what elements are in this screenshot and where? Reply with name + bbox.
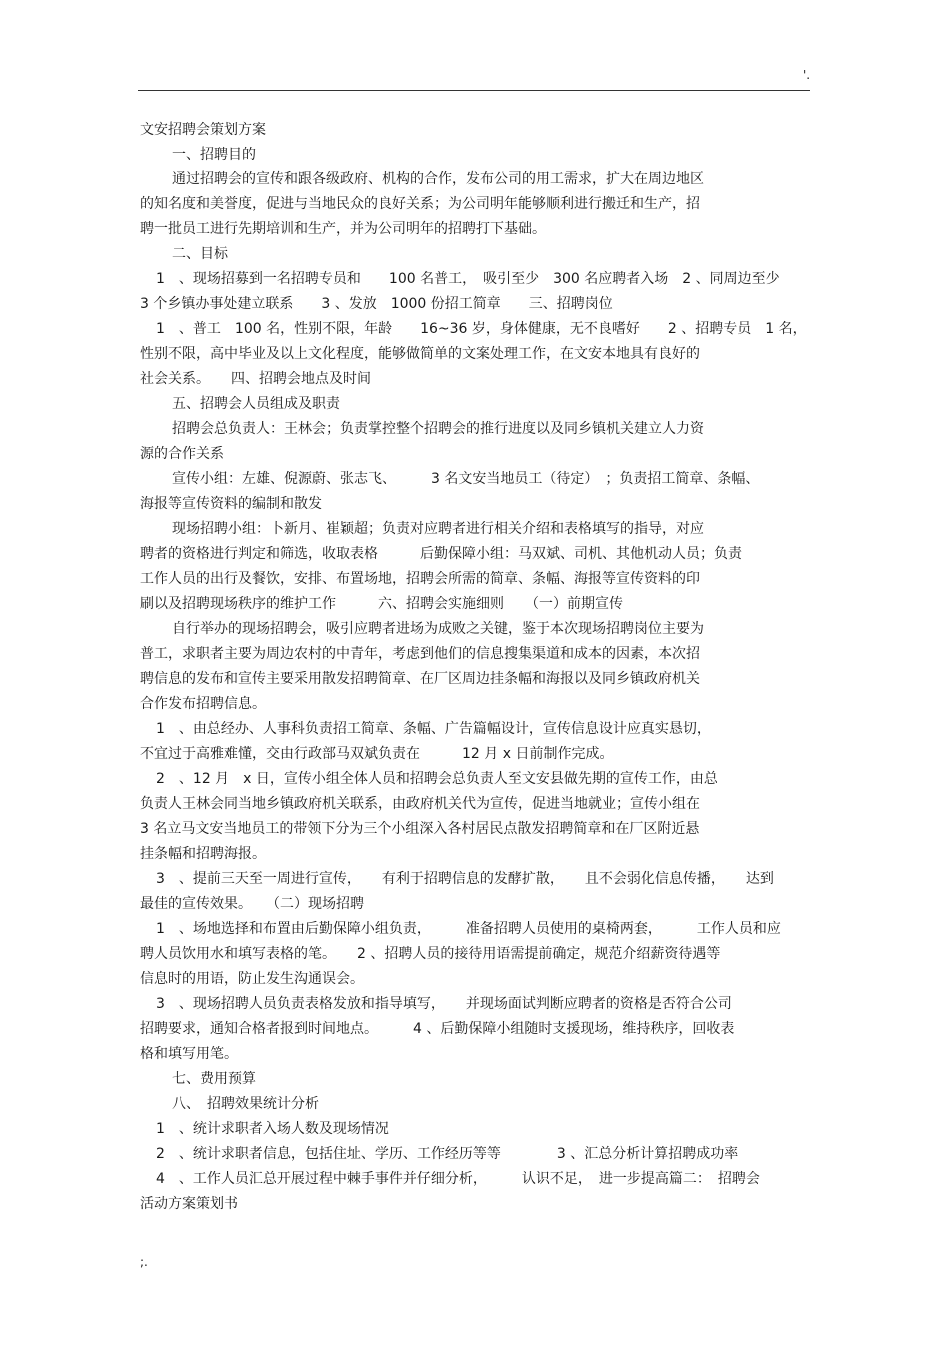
paragraph-line: 自行举办的现场招聘会，吸引应聘者进场为成败之关键，鉴于本次现场招聘岗位主要为	[172, 621, 704, 637]
paragraph-line: 1 、由总经办、人事科负责招工简章、条幅、广告篇幅设计，宣传信息设计应真实恳切，	[156, 721, 711, 737]
paragraph-line: 4 、工作人员汇总开展过程中棘手事件并仔细分析， 认识不足， 进一步提高篇二： 招聘会	[156, 1171, 760, 1187]
paragraph-line: 工作人员的出行及餐饮，安排、布置场地，招聘会所需的简章、条幅、海报等宣传资料的印	[140, 571, 700, 587]
paragraph-line: 通过招聘会的宣传和跟各级政府、机构的合作，发布公司的用工需求，扩大在周边地区	[172, 171, 704, 187]
paragraph-line: 负责人王林会同当地乡镇政府机关联系，由政府机关代为宣传，促进当地就业；宣传小组在	[140, 796, 700, 812]
paragraph-line: 社会关系。 四、招聘会地点及时间	[140, 371, 371, 387]
paragraph-line: 的知名度和美誉度，促进与当地民众的良好关系；为公司明年能够顺利进行搬迁和生产，招	[140, 196, 700, 212]
paragraph-line: 海报等宣传资料的编制和散发	[140, 496, 322, 512]
paragraph-line: 普工，求职者主要为周边农村的中青年，考虑到他们的信息搜集渠道和成本的因素，本次招	[140, 646, 700, 662]
paragraph-line: 3 个乡镇办事处建立联系 3 、发放 1000 份招工简章 三、招聘岗位	[140, 296, 613, 312]
section-heading: 二、目标	[172, 246, 228, 262]
document-title: 文安招聘会策划方案	[140, 122, 266, 138]
paragraph-line: 宣传小组：左雄、倪源蔚、张志飞、 3 名文安当地员工（待定） ；负责招工简章、条幅、	[172, 471, 760, 487]
paragraph-line: 刷以及招聘现场秩序的维护工作 六、招聘会实施细则 （一）前期宣传	[140, 596, 623, 612]
paragraph-line: 1 、普工 100 名，性别不限，年龄 16~36 岁，身体健康，无不良嗜好 2 、招聘专员 1 名，	[156, 321, 807, 337]
header-rule	[138, 90, 810, 91]
section-heading: 一、招聘目的	[172, 147, 256, 163]
section-heading: 七、费用预算	[172, 1071, 256, 1087]
paragraph-line: 活动方案策划书	[140, 1196, 238, 1212]
header-mark: '.	[803, 68, 811, 82]
paragraph-line: 合作发布招聘信息。	[140, 696, 266, 712]
paragraph-line: 聘信息的发布和宣传主要采用散发招聘简章、在厂区周边挂条幅和海报以及同乡镇政府机关	[140, 671, 700, 687]
paragraph-line: 1 、现场招募到一名招聘专员和 100 名普工， 吸引至少 300 名应聘者入场 2 、同周边至少	[156, 271, 780, 287]
paragraph-line: 现场招聘小组：卜新月、崔颖超；负责对应聘者进行相关介绍和表格填写的指导，对应	[172, 521, 704, 537]
paragraph-line: 招聘要求，通知合格者报到时间地点。 4 、后勤保障小组随时支援现场，维持秩序，回收表	[140, 1021, 735, 1037]
paragraph-line: 1 、场地选择和布置由后勤保障小组负责， 准备招聘人员使用的桌椅两套， 工作人员和应	[156, 921, 781, 937]
paragraph-line: 性别不限，高中毕业及以上文化程度，能够做简单的文案处理工作，在文安本地具有良好的	[140, 346, 700, 362]
paragraph-line: 最佳的宣传效果。 （二）现场招聘	[140, 896, 364, 912]
paragraph-line: 信息时的用语，防止发生沟通误会。	[140, 971, 364, 987]
footer-mark: ;.	[140, 1255, 148, 1269]
paragraph-line: 挂条幅和招聘海报。	[140, 846, 266, 862]
paragraph-line: 聘者的资格进行判定和筛选，收取表格 后勤保障小组：马双斌、司机、其他机动人员；负责	[140, 546, 742, 562]
paragraph-line: 聘一批员工进行先期培训和生产，并为公司明年的招聘打下基础。	[140, 221, 546, 237]
paragraph-line: 2 、统计求职者信息，包括住址、学历、工作经历等等 3 、汇总分析计算招聘成功率	[156, 1146, 739, 1162]
paragraph-line: 3 名立马文安当地员工的带领下分为三个小组深入各村居民点散发招聘简章和在厂区附近悬	[140, 821, 700, 837]
section-heading: 八、 招聘效果统计分析	[172, 1096, 319, 1112]
paragraph-line: 聘人员饮用水和填写表格的笔。 2 、招聘人员的接待用语需提前确定，规范介绍薪资待遇等	[140, 946, 721, 962]
paragraph-line: 3 、提前三天至一周进行宣传， 有利于招聘信息的发酵扩散， 且不会弱化信息传播， 达到	[156, 871, 774, 887]
paragraph-line: 招聘会总负责人：王林会；负责掌控整个招聘会的推行进度以及同乡镇机关建立人力资	[172, 421, 704, 437]
paragraph-line: 格和填写用笔。	[140, 1046, 238, 1062]
section-heading: 五、招聘会人员组成及职责	[172, 396, 340, 412]
paragraph-line: 3 、现场招聘人员负责表格发放和指导填写， 并现场面试判断应聘者的资格是否符合公司	[156, 996, 732, 1012]
paragraph-line: 源的合作关系	[140, 446, 224, 462]
paragraph-line: 1 、统计求职者入场人数及现场情况	[156, 1121, 389, 1137]
paragraph-line: 2 、12 月 x 日，宣传小组全体人员和招聘会总负责人至文安县做先期的宣传工作，由总	[156, 771, 718, 787]
paragraph-line: 不宜过于高雅难懂，交由行政部马双斌负责在 12 月 x 日前制作完成。	[140, 746, 614, 762]
